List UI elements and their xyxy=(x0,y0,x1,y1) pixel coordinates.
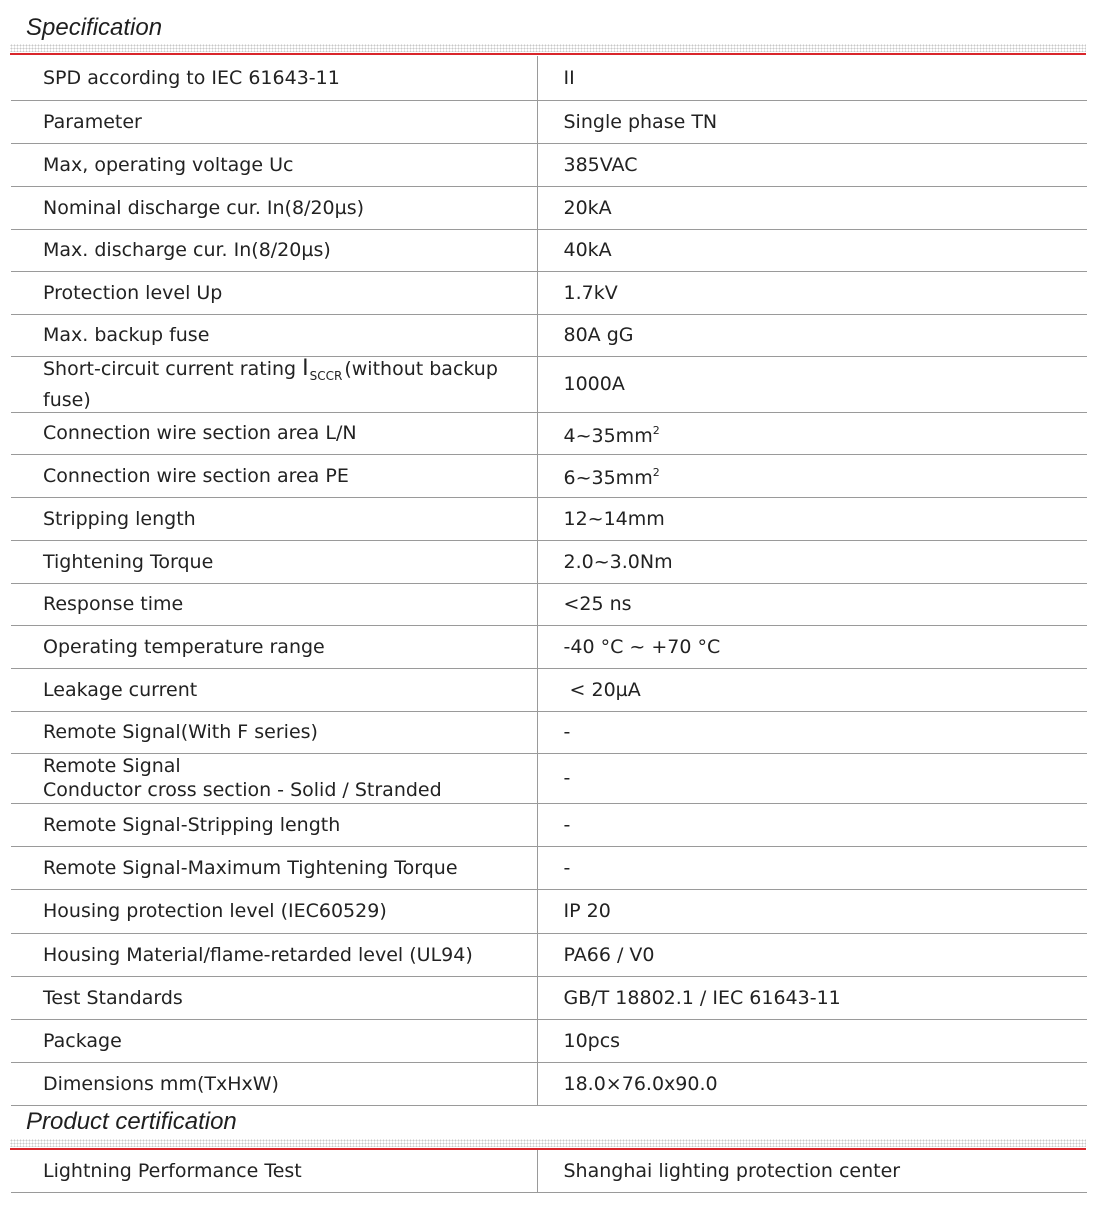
param-cell xyxy=(11,356,537,412)
table-row xyxy=(11,976,1087,1019)
param-text-suffix: (without backup fuse) xyxy=(43,357,498,411)
param-cell: Stripping length xyxy=(11,497,537,540)
param-cell: Test Standards xyxy=(11,976,537,1019)
value-text: 4~35mm xyxy=(563,424,653,447)
value-cell xyxy=(537,454,1087,497)
param-cell: Package xyxy=(11,1019,537,1062)
table-row xyxy=(11,933,1087,976)
value-cell: - xyxy=(537,803,1087,846)
value-cell: 80A gG xyxy=(537,314,1087,356)
value-cell: 40kA xyxy=(537,229,1087,271)
title-red-line xyxy=(10,53,1086,55)
table-row xyxy=(11,583,1087,625)
table-row xyxy=(11,229,1087,271)
table-row xyxy=(11,356,1087,412)
table-row xyxy=(11,1150,1087,1192)
specification-title: Specification xyxy=(26,14,163,41)
title-dot-band xyxy=(10,44,1086,52)
param-cell: Dimensions mm(TxHxW) xyxy=(11,1062,537,1105)
table-row xyxy=(11,1062,1087,1105)
param-cell: Response time xyxy=(11,583,537,625)
value-cell: -40 °C ~ +70 °C xyxy=(537,625,1087,668)
title-dot-band xyxy=(10,1139,1086,1147)
param-cell: Protection level Up xyxy=(11,271,537,314)
value-cell: GB/T 18802.1 / IEC 61643-11 xyxy=(537,976,1087,1019)
table-row xyxy=(11,454,1087,497)
table-row xyxy=(11,143,1087,186)
table-row xyxy=(11,56,1087,100)
param-cell: Max. discharge cur. In(8/20µs) xyxy=(11,229,537,271)
param-cell: Housing Material/flame-retarded level (UL94) xyxy=(11,933,537,976)
value-cell: PA66 / V0 xyxy=(537,933,1087,976)
param-cell: Nominal discharge cur. In(8/20µs) xyxy=(11,186,537,229)
param-cell: Max, operating voltage Uc xyxy=(11,143,537,186)
param-cell xyxy=(11,753,537,803)
param-cell: Leakage current xyxy=(11,668,537,711)
param-cell: Connection wire section area PE xyxy=(11,454,537,497)
value-cell: 12~14mm xyxy=(537,497,1087,540)
table-row xyxy=(11,803,1087,846)
table-row xyxy=(11,889,1087,933)
param-text: Short-circuit current rating xyxy=(43,357,297,380)
param-cell: Remote Signal(With F series) xyxy=(11,711,537,753)
value-cell xyxy=(537,412,1087,454)
value-cell: 2.0~3.0Nm xyxy=(537,540,1087,583)
param-cell: Lightning Performance Test xyxy=(11,1150,537,1192)
value-cell: 20kA xyxy=(537,186,1087,229)
value-cell: - xyxy=(537,846,1087,889)
param-cell: Operating temperature range xyxy=(11,625,537,668)
current-symbol: I xyxy=(302,355,309,381)
value-superscript: 2 xyxy=(652,423,660,437)
param-line: Remote Signal xyxy=(43,755,181,777)
param-line: Conductor cross section - Solid / Stranded xyxy=(43,779,442,801)
value-cell: 10pcs xyxy=(537,1019,1087,1062)
table-row xyxy=(11,846,1087,889)
table-row xyxy=(11,1019,1087,1062)
value-cell: - xyxy=(537,711,1087,753)
value-text: 6~35mm xyxy=(563,467,653,489)
value-cell: <25 ns xyxy=(537,583,1087,625)
table-row xyxy=(11,100,1087,143)
table-row xyxy=(11,668,1087,711)
table-row xyxy=(11,497,1087,540)
table-row xyxy=(11,625,1087,668)
param-cell: Housing protection level (IEC60529) xyxy=(11,889,537,933)
param-cell: Remote Signal-Stripping length xyxy=(11,803,537,846)
table-row xyxy=(11,711,1087,753)
table-row xyxy=(11,540,1087,583)
certification-title: Product certification xyxy=(26,1108,237,1135)
param-cell: Parameter xyxy=(11,100,537,143)
sccr-subscript: SCCR xyxy=(309,368,343,383)
value-cell: II xyxy=(537,56,1087,100)
param-cell: Connection wire section area L/N xyxy=(11,412,537,454)
table-row xyxy=(11,186,1087,229)
table-row xyxy=(11,412,1087,454)
param-cell: Tightening Torque xyxy=(11,540,537,583)
value-cell: - xyxy=(537,753,1087,803)
param-cell: Remote Signal-Maximum Tightening Torque xyxy=(11,846,537,889)
value-cell: 385VAC xyxy=(537,143,1087,186)
table-row xyxy=(11,753,1087,803)
value-superscript: 2 xyxy=(652,466,660,479)
param-cell: Max. backup fuse xyxy=(11,314,537,356)
value-cell: Single phase TN xyxy=(537,100,1087,143)
table-row xyxy=(11,271,1087,314)
value-cell: Shanghai lighting protection center xyxy=(537,1150,1087,1192)
table-row xyxy=(11,314,1087,356)
param-cell: SPD according to IEC 61643-11 xyxy=(11,56,537,100)
value-cell: IP 20 xyxy=(537,889,1087,933)
certification-table xyxy=(11,1150,1087,1193)
value-cell: < 20µA xyxy=(537,668,1087,711)
value-cell: 1.7kV xyxy=(537,271,1087,314)
value-cell: 18.0×76.0x90.0 xyxy=(537,1062,1087,1105)
specification-table xyxy=(11,56,1087,1106)
value-cell: 1000A xyxy=(537,356,1087,412)
